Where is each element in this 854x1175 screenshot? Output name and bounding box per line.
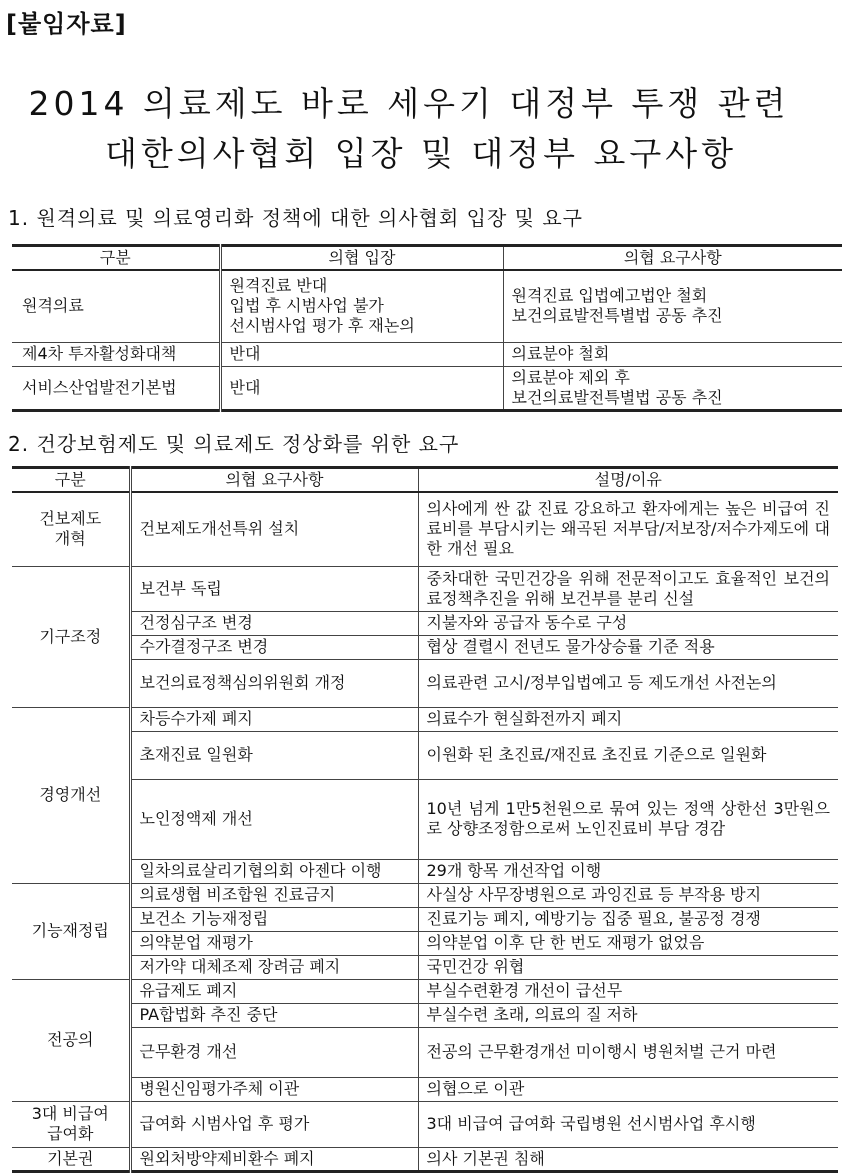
item-demand: 수가결정구조 변경 <box>130 635 418 659</box>
item-explanation: 협상 결렬시 전년도 물가상승률 기준 적용 <box>418 635 838 659</box>
item-demand: 건정심구조 변경 <box>130 611 418 635</box>
demand-line: 의료분야 철회 <box>511 344 610 363</box>
table-row <box>12 566 838 611</box>
row-position <box>220 270 503 342</box>
document-title-line2: 대한의사협회 입장 및 대정부 요구사항 <box>104 134 737 173</box>
table-row <box>12 907 838 931</box>
table-row <box>12 731 838 779</box>
demand-line: 보건의료발전특별법 공동 추진 <box>511 387 723 407</box>
item-demand: 차등수가제 폐지 <box>130 707 418 731</box>
table-row <box>12 955 838 979</box>
section1-heading: 1. 원격의료 및 의료영리화 정책에 대한 의사협회 입장 및 요구 <box>8 206 583 230</box>
demand-line: 원격진료 입법예고법안 철회 <box>511 286 708 306</box>
group-category: 전공의 <box>12 979 130 1101</box>
table-row <box>12 611 838 635</box>
header-demand: 의협 요구사항 <box>130 468 418 493</box>
item-explanation: 전공의 근무환경개선 미이행시 병원처벌 근거 마련 <box>418 1027 838 1077</box>
item-demand: 급여화 시범사업 후 평가 <box>130 1101 418 1147</box>
item-demand: 의료생협 비조합원 진료금지 <box>130 883 418 907</box>
section2-heading: 2. 건강보험제도 및 의료제도 정상화를 위한 요구 <box>8 432 460 456</box>
position-line: 입법 후 시범사업 불가 <box>229 296 384 316</box>
item-explanation: 의료관련 고시/정부입법예고 등 제도개선 사전논의 <box>418 659 838 707</box>
table-row <box>12 635 838 659</box>
table-row <box>12 342 842 366</box>
row-category: 원격의료 <box>12 270 220 342</box>
item-demand: 보건의료정책심의위원회 개정 <box>130 659 418 707</box>
item-explanation: 의사에게 싼 값 진료 강요하고 환자에게는 높은 비급여 진료비를 부담시키는 왜곡된 저부담/저보장/저수가제도에 대한 개선 필요 <box>418 492 838 566</box>
item-explanation: 3대 비급여 급여화 국립병원 선시범사업 후시행 <box>418 1101 838 1147</box>
item-demand: 건보제도개선특위 설치 <box>130 492 418 566</box>
demand-line: 의료분야 제외 후 <box>511 367 630 387</box>
header-explanation: 설명/이유 <box>418 468 838 493</box>
item-explanation: 중차대한 국민건강을 위해 전문적이고도 효율적인 보건의료정책추진을 위해 보건부를 분리 신설 <box>418 566 838 611</box>
item-demand: 의약분업 재평가 <box>130 931 418 955</box>
table-row <box>12 779 838 859</box>
header-demand: 의협 요구사항 <box>503 246 842 271</box>
item-demand: PA합법화 추진 중단 <box>130 1003 418 1027</box>
table-row <box>12 1147 838 1171</box>
row-category: 서비스산업발전기본법 <box>12 366 220 410</box>
table-row <box>12 492 838 566</box>
table-row <box>12 1003 838 1027</box>
position-line: 반대 <box>229 344 261 363</box>
table-row <box>12 859 838 883</box>
table-row <box>12 1027 838 1077</box>
group-category: 경영개선 <box>12 707 130 883</box>
table-row <box>12 883 838 907</box>
header-category: 구분 <box>12 246 220 271</box>
table-row <box>12 979 838 1003</box>
table-row <box>12 366 842 410</box>
demand-line: 보건의료발전특별법 공동 추진 <box>511 306 723 326</box>
table-row <box>12 931 838 955</box>
item-explanation: 진료기능 폐지, 예방기능 집중 필요, 불공정 경쟁 <box>418 907 838 931</box>
item-demand: 병원신임평가주체 이관 <box>130 1077 418 1101</box>
item-demand: 노인정액제 개선 <box>130 779 418 859</box>
table-row <box>12 1077 838 1101</box>
section2-table <box>12 466 838 1173</box>
item-demand: 초재진료 일원화 <box>130 731 418 779</box>
position-line: 원격진료 반대 <box>229 276 328 296</box>
item-demand: 보건소 기능재정립 <box>130 907 418 931</box>
section1-table <box>12 244 842 412</box>
group-category: 3대 비급여 급여화 <box>12 1101 130 1147</box>
item-demand: 일차의료살리기협의회 아젠다 이행 <box>130 859 418 883</box>
item-explanation: 의협으로 이관 <box>418 1077 838 1101</box>
item-explanation: 의사 기본권 침해 <box>418 1147 838 1171</box>
position-line: 선시범사업 평가 후 재논의 <box>229 316 415 336</box>
row-demand <box>503 270 842 342</box>
table-row <box>12 659 838 707</box>
document-title-line1: 2014 의료제도 바로 세우기 대정부 투쟁 관련 <box>28 84 790 123</box>
item-explanation: 29개 항목 개선작업 이행 <box>418 859 838 883</box>
item-demand: 보건부 독립 <box>130 566 418 611</box>
attachment-tag: [붙임자료] <box>6 10 127 38</box>
item-explanation: 10년 넘게 1만5천원으로 묶여 있는 정액 상한선 3만원으로 상향조정함으로써 노인진료비 부담 경감 <box>418 779 838 859</box>
row-position <box>220 366 503 410</box>
item-explanation: 지불자와 공급자 동수로 구성 <box>418 611 838 635</box>
table-row <box>12 270 842 342</box>
item-explanation: 부실수련환경 개선이 급선무 <box>418 979 838 1003</box>
item-explanation: 부실수련 초래, 의료의 질 저하 <box>418 1003 838 1027</box>
item-demand: 유급제도 폐지 <box>130 979 418 1003</box>
position-line: 반대 <box>229 377 261 397</box>
row-category: 제4차 투자활성화대책 <box>12 342 220 366</box>
row-position <box>220 342 503 366</box>
header-category: 구분 <box>12 468 130 493</box>
item-explanation: 의료수가 현실화전까지 폐지 <box>418 707 838 731</box>
item-explanation: 국민건강 위협 <box>418 955 838 979</box>
item-explanation: 사실상 사무장병원으로 과잉진료 등 부작용 방지 <box>418 883 838 907</box>
group-category: 기능재정립 <box>12 883 130 979</box>
row-demand <box>503 366 842 410</box>
item-demand: 저가약 대체조제 장려금 폐지 <box>130 955 418 979</box>
header-position: 의협 입장 <box>220 246 503 271</box>
item-demand: 원외처방약제비환수 폐지 <box>130 1147 418 1171</box>
row-demand <box>503 342 842 366</box>
table-row <box>12 707 838 731</box>
item-demand: 근무환경 개선 <box>130 1027 418 1077</box>
item-explanation: 이원화 된 초진료/재진료 초진료 기준으로 일원화 <box>418 731 838 779</box>
group-category: 기구조정 <box>12 566 130 707</box>
group-category: 건보제도 개혁 <box>12 492 130 566</box>
group-category: 기본권 <box>12 1147 130 1171</box>
item-explanation: 의약분업 이후 단 한 번도 재평가 없었음 <box>418 931 838 955</box>
table-row <box>12 1101 838 1147</box>
